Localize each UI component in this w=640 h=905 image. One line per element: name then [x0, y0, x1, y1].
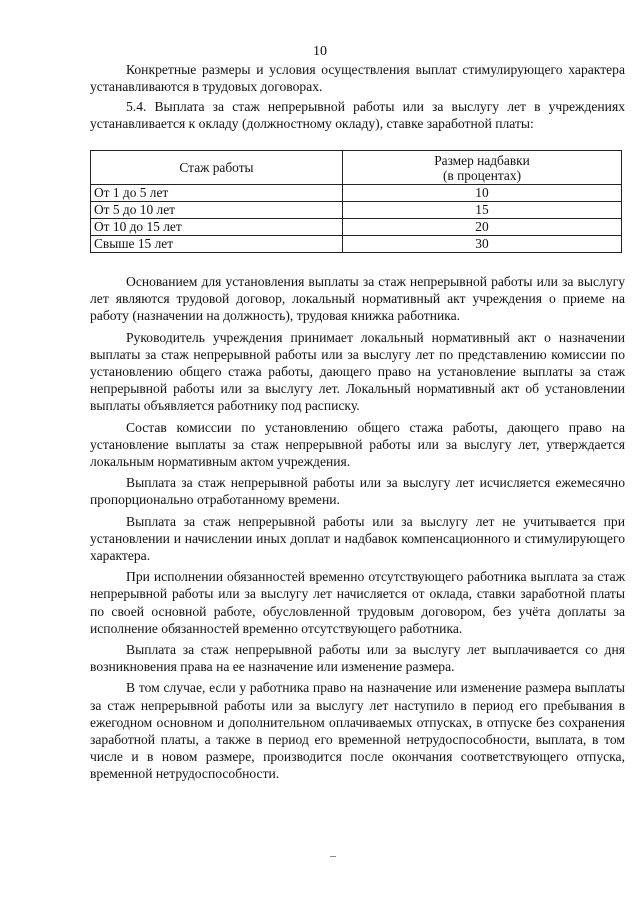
table-row	[91, 202, 622, 219]
header-service-length: Стаж работы	[91, 151, 343, 185]
cell-percent: 10	[343, 185, 622, 202]
paragraph-commission: Состав комиссии по установлению общего стажа работы, дающего право на установление выплаты за стаж непрерывной работы или за выслугу лет, утверждается локальным нормативным актом учреждения.	[90, 419, 625, 470]
paragraph-temp-duties: При исполнении обязанностей временно отсутствующего работника выплата за стаж непрерывной работы или за выслугу лет начисляется от оклада, ставки заработной платы по своей основной работе, обусловленной трудовым договором, без учёта доплаты за исполнение обязанностей временно отсутствующего работника.	[90, 569, 625, 636]
header-allowance-line2: (в процентах)	[442, 167, 522, 183]
cell-period: От 10 до 15 лет	[91, 219, 343, 236]
header-allowance-size	[343, 151, 622, 185]
cell-percent: 20	[343, 219, 622, 236]
cell-period: Свыше 15 лет	[91, 236, 343, 253]
allowance-table	[90, 150, 622, 253]
cell-period: От 1 до 5 лет	[91, 185, 343, 202]
paragraph-not-counted: Выплата за стаж непрерывной работы или за выслугу лет не учитывается при установлении и начислении иных доплат и надбавок компенсационного и стимулирующего характера.	[90, 513, 625, 564]
article-5-4-paragraph: 5.4. Выплата за стаж непрерывной работы или за выслугу лет в учреждениях устанавливается к окладу (должностному окладу), ставке заработной платы:	[90, 99, 625, 131]
paragraph-payment-start: Выплата за стаж непрерывной работы или за выслугу лет выплачивается со дня возникновения права на ее назначение или изменение размера.	[90, 642, 625, 675]
body-section	[90, 273, 625, 787]
intro-paragraph: Конкретные размеры и условия осуществления выплат стимулирующего характера устанавливаются в трудовых договорах.	[90, 62, 625, 94]
scan-mark	[330, 856, 336, 857]
table-row	[91, 219, 622, 236]
cell-period: От 5 до 10 лет	[91, 202, 343, 219]
cell-percent: 15	[343, 202, 622, 219]
paragraph-leave-case: В том случае, если у работника право на назначение или изменение размера выплаты за стаж непрерывной работы или за выслугу лет наступило в период его пребывания в ежегодном основном и дополнительном оплачиваемых отпусках, в отпуске без сохранения заработной платы, а также в период его временной нетрудоспособности, выплата, в том числе и в новом размере, производится после окончания соответствующего отпуска, временной нетрудоспособности.	[90, 680, 625, 782]
paragraph-basis: Основанием для установления выплаты за стаж непрерывной работы или за выслугу лет являются трудовой договор, локальный нормативный акт учреждения о приеме на работу (назначении на должность), трудовая книжка работника.	[90, 274, 625, 324]
cell-percent: 30	[343, 236, 622, 253]
page-number: 10	[313, 44, 327, 59]
article-5-4-section	[90, 99, 625, 132]
table-header-row	[91, 151, 622, 185]
intro-section	[90, 62, 625, 95]
table-row	[91, 236, 622, 253]
table-row	[91, 185, 622, 202]
paragraph-monthly-calc: Выплата за стаж непрерывной работы или за выслугу лет исчисляется ежемесячно пропорционально отработанному времени.	[90, 475, 625, 508]
paragraph-head-act: Руководитель учреждения принимает локальный нормативный акт о назначении выплаты за стаж непрерывной работы или за выслугу лет по представлению комиссии по установлению общего стажа работы, дающего право на установление выплаты за стаж непрерывной работы или за выслугу лет. Локальный нормативный акт об установлении выплаты объявляется работнику под расписку.	[90, 329, 625, 414]
header-allowance-line1: Размер надбавки	[434, 152, 530, 168]
